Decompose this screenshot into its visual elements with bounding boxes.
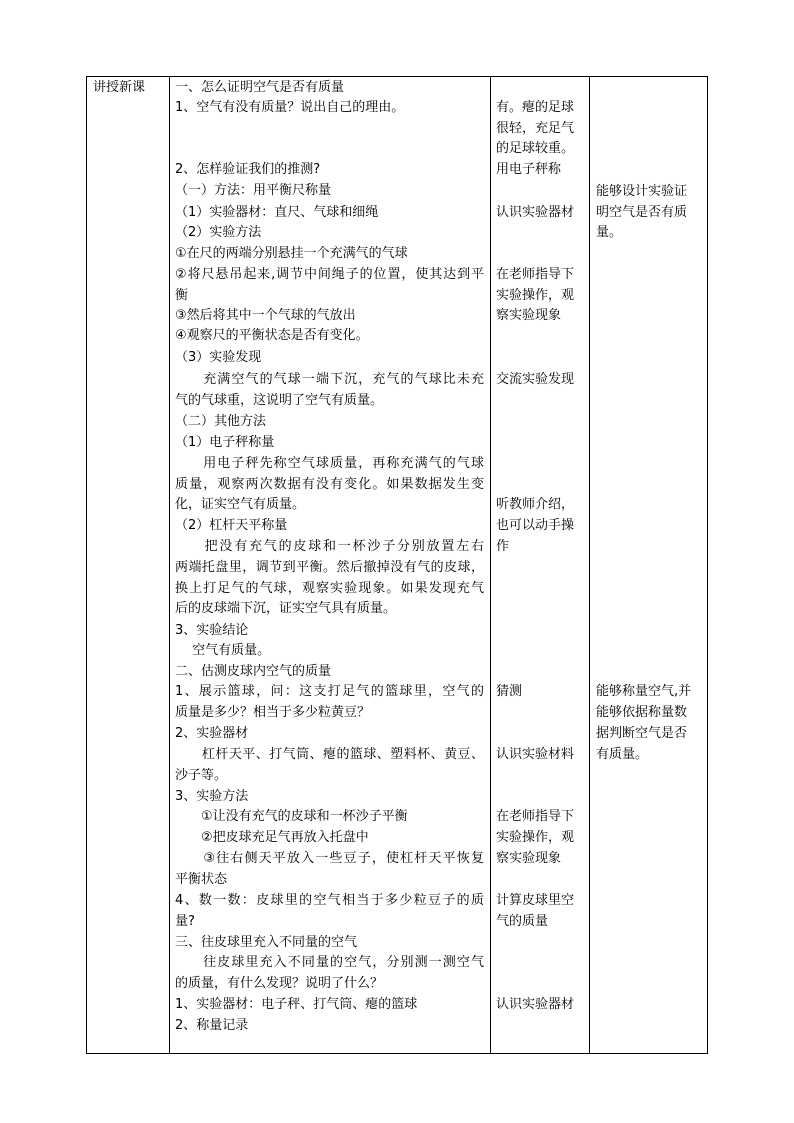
student-line: 认识实验器材 — [496, 997, 575, 1012]
content-line: 衡 — [175, 288, 189, 303]
student-line: 察实验现象 — [496, 308, 562, 323]
content-line: ②将尺悬吊起来,调节中间绳子的位置，使其达到平 — [175, 267, 484, 282]
student-line: 计算皮球里空 — [496, 893, 575, 908]
column-divider — [490, 77, 491, 1053]
student-line: 猜测 — [496, 684, 523, 699]
content-line: 充满空气的气球一端下沉，充气的气球比未充 — [175, 372, 484, 387]
section-label-cell — [93, 78, 165, 1053]
content-line: 换上打足气的气球，观察实验现象。如果发现充气 — [175, 581, 484, 596]
content-line: 杠杆天平、打气筒、瘪的篮球、塑料杯、黄豆、 — [175, 747, 484, 762]
goal-line: 能够设计实验证 — [596, 184, 688, 199]
student-line: 认识实验材料 — [496, 747, 575, 762]
content-line: 空气有质量。 — [175, 643, 271, 658]
goal-line: 能够称量空气,并 — [596, 684, 692, 699]
content-line: ③然后将其中一个气球的气放出 — [175, 308, 356, 323]
student-line: 实验操作，观 — [496, 830, 575, 845]
student-line: 有。瘪的足球 — [496, 100, 575, 115]
student-line: 作 — [496, 539, 510, 554]
content-line: 一、怎么证明空气是否有质量 — [175, 80, 345, 95]
content-line: 3、实验结论 — [175, 623, 249, 638]
student-line: 听教师介绍， — [496, 497, 575, 512]
content-line: 化，证实空气有质量。 — [175, 497, 306, 512]
content-line: ①在尺的两端分别悬挂一个充满气的气球 — [175, 246, 408, 261]
student-line: 察实验现象 — [496, 851, 562, 866]
student-line: 在老师指导下 — [496, 809, 575, 824]
column-divider — [169, 77, 170, 1053]
column-divider — [589, 77, 590, 1053]
goal-line: 量。 — [596, 225, 623, 240]
content-line: 后的皮球端下沉，证实空气具有质量。 — [175, 601, 397, 616]
design-intent-cell — [596, 77, 705, 1053]
content-line: （1）电子秤称量 — [175, 435, 275, 450]
lesson-plan-table — [86, 76, 708, 1054]
content-line: 4、数一数：皮球里的空气相当于多少粒豆子的质 — [175, 893, 484, 908]
content-line: ①让没有充气的皮球和一杯沙子平衡 — [175, 809, 408, 824]
content-line: （3）实验发现 — [175, 350, 262, 365]
content-line: 2、称量记录 — [175, 1018, 249, 1033]
student-line: 认识实验器材 — [496, 205, 575, 220]
content-line: 2、实验器材 — [175, 726, 249, 741]
content-line: 平衡状态 — [175, 872, 228, 887]
goal-line: 有质量。 — [596, 747, 649, 762]
content-line: 用电子秤先称空气球质量，再称充满气的气球 — [175, 456, 484, 471]
student-line: 很轻，充足气 — [496, 121, 575, 136]
content-line: 质量是多少？相当于多少粒黄豆？ — [175, 705, 371, 720]
content-line: 2、怎样验证我们的推测? — [175, 162, 321, 177]
content-line: 二、估测皮球内空气的质量 — [175, 664, 332, 679]
teaching-content-cell — [175, 77, 484, 1053]
student-line: 也可以动手操 — [496, 518, 575, 533]
content-line: 三、往皮球里充入不同量的空气 — [175, 935, 358, 950]
content-line: 1、空气有没有质量？说出自己的理由。 — [175, 100, 405, 115]
content-line: 气的气球重，这说明了空气有质量。 — [175, 393, 384, 408]
student-activity-cell — [496, 77, 588, 1053]
content-line: 沙子等。 — [175, 768, 228, 783]
content-line: ④观察尺的平衡状态是否有变化。 — [175, 328, 369, 343]
student-line: 实验操作，观 — [496, 288, 575, 303]
section-label: 讲授新课 — [93, 80, 146, 95]
student-line: 用电子秤称 — [496, 162, 562, 177]
student-line: 气的质量 — [496, 914, 549, 929]
content-line: ③往右侧天平放入一些豆子，使杠杆天平恢复 — [175, 851, 484, 866]
goal-line: 据判断空气是否 — [596, 726, 688, 741]
content-line: （二）其他方法 — [175, 414, 267, 429]
content-line: 往皮球里充入不同量的空气，分别测一测空气 — [175, 955, 484, 970]
content-line: 把没有充气的皮球和一杯沙子分别放置左右 — [175, 539, 484, 554]
content-line: 1、实验器材：电子秤、打气筒、瘪的篮球 — [175, 997, 418, 1012]
student-line: 交流实验发现 — [496, 372, 575, 387]
content-line: （2）杠杆天平称量 — [175, 518, 288, 533]
content-line: 1、展示篮球，问：这支打足气的篮球里，空气的 — [175, 684, 484, 699]
student-line: 在老师指导下 — [496, 267, 575, 282]
content-line: ②把皮球充足气再放入托盘中 — [175, 830, 369, 845]
goal-line: 能够依据称量数 — [596, 705, 688, 720]
student-line: 的足球较重。 — [496, 141, 575, 156]
content-line: 质量，观察两次数据有没有变化。如果数据发生变 — [175, 477, 484, 492]
content-line: 的质量，有什么发现？说明了什么？ — [175, 976, 384, 991]
content-line: 量? — [175, 914, 195, 929]
content-line: （1）实验器材：直尺、气球和细绳 — [175, 205, 379, 220]
content-line: （一）方法：用平衡尺称量 — [175, 183, 332, 198]
content-line: （2）实验方法 — [175, 225, 262, 240]
content-line: 两端托盘里，调节到平衡。然后撤掉没有气的皮球， — [175, 560, 484, 575]
content-line: 3、实验方法 — [175, 789, 249, 804]
goal-line: 明空气是否有质 — [596, 205, 688, 220]
